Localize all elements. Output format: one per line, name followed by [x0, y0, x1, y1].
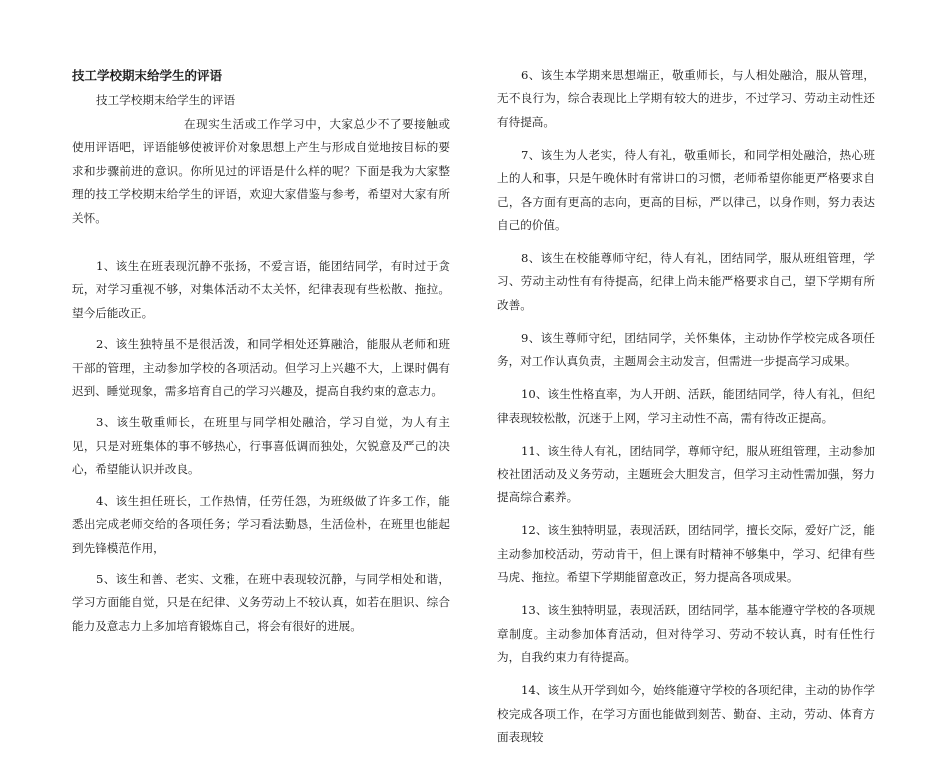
comment-item: 14、该生从开学到如今，始终能遵守学校的各项纪律，主动的协作学校完成各项工作，在学习方面也能做到刻苦、勤奋、主动，劳动、体育方面表现较 — [497, 683, 875, 744]
comment-item: 8、该生在校能尊师守纪，待人有礼，团结同学，服从班组管理，学习、劳动主动性有有待提高，纪律上尚未能严格要求自己，望下学期有所改善。 — [497, 251, 875, 312]
comment-item: 9、该生尊师守纪，团结同学，关怀集体，主动协作学校完成各项任务，对工作认真负责，主题周会主动发言，但需进一步提高学习成果。 — [497, 330, 875, 369]
comment-item: 3、该生敬重师长，在班里与同学相处融洽，学习自觉，为人有主见，只是对班集体的事不够热心，行事喜低调而独处，欠锐意及严己的决心，希望能认识并改良。 — [72, 415, 450, 477]
left-column — [72, 64, 450, 646]
comment-item: 6、该生本学期来思想端正，敬重师长，与人相处融洽，服从管理，无不良行为，综合表现比上学期有较大的进步，不过学习、劳动主动性还有待提高。 — [497, 68, 875, 129]
comment-item: 4、该生担任班长，工作热情，任劳任怨，为班级做了许多工作，能悉出完成老师交给的各项任务；学习看法勤恳，生活俭朴，在班里也能起到先锋模范作用， — [72, 493, 450, 555]
comment-item: 2、该生独特虽不是很活泼，和同学相处还算融洽，能服从老师和班干部的管理，主动参加学校的各项活动。但学习上兴趣不大，上课时偶有迟到、睡觉现象，需多培育自己的学习兴趣及，提高自我约束的意志力。 — [72, 337, 450, 399]
comment-item: 12、该生独特明显，表现活跃，团结同学，擅长交际，爱好广泛，能主动参加校活动，劳动肯干，但上课有时精神不够集中，学习、纪律有些马虎、拖拉。希望下学期能留意改正，努力提高各项成果。 — [497, 523, 875, 585]
paragraph-spacer — [72, 230, 450, 255]
comment-item: 11、该生待人有礼，团结同学，尊师守纪，服从班组管理，主动参加校社团活动及义务劳动，主题班会大胆发言，但学习主动性需加强，努力提高综合素养。 — [497, 443, 875, 505]
right-column — [497, 64, 875, 759]
comment-item: 1、该生在班表现沉静不张扬，不爱言语，能团结同学，有时过于贪玩，对学习重视不够，对集体活动不太关怀，纪律表现有些松散、拖拉。望今后能改正。 — [72, 259, 450, 320]
document-subtitle: 技工学校期末给学生的评语 — [96, 93, 236, 107]
comment-item: 13、该生独特明显，表现活跃，团结同学，基本能遵守学校的各项规章制度。主动参加体育活动，但对待学习、劳动不较认真，时有任性行为，自我约束力有待提高。 — [497, 603, 875, 665]
comment-item: 10、该生性格直率，为人开朗、活跃，能团结同学，待人有礼，但纪律表现较松散，沉迷于上网，学习主动性不高，需有待改正提高。 — [497, 387, 875, 425]
document-title: 技工学校期末给学生的评语 — [72, 68, 223, 83]
intro-paragraph: 在现实生活或工作学习中，大家总少不了要接触或使用评语吧，评语能够使被评价对象思想上产生与形成自觉地按目标的要求和步骤前进的意识。你所见过的评语是什么样的呢？下面是我为大家整理的技工学校期末给学生的评语，欢迎大家借鉴与参考，希望对大家有所关怀。 — [72, 117, 450, 225]
comment-item: 5、该生和善、老实、文雅，在班中表现较沉静，与同学相处和谐，学习方面能自觉，只是在纪律、义务劳动上不较认真，如若在胆识、综合能力及意志力上多加培育锻炼自己，将会有很好的进展。 — [72, 571, 450, 633]
comment-item: 7、该生为人老实，待人有礼，敬重师长，和同学相处融洽，热心班上的人和事，只是午晚休时有常讲口的习惯，老师希望你能更严格要求自己，各方面有更高的志向，更高的目标，严以律己，以身作则，努力表达自己的价值。 — [497, 147, 875, 233]
